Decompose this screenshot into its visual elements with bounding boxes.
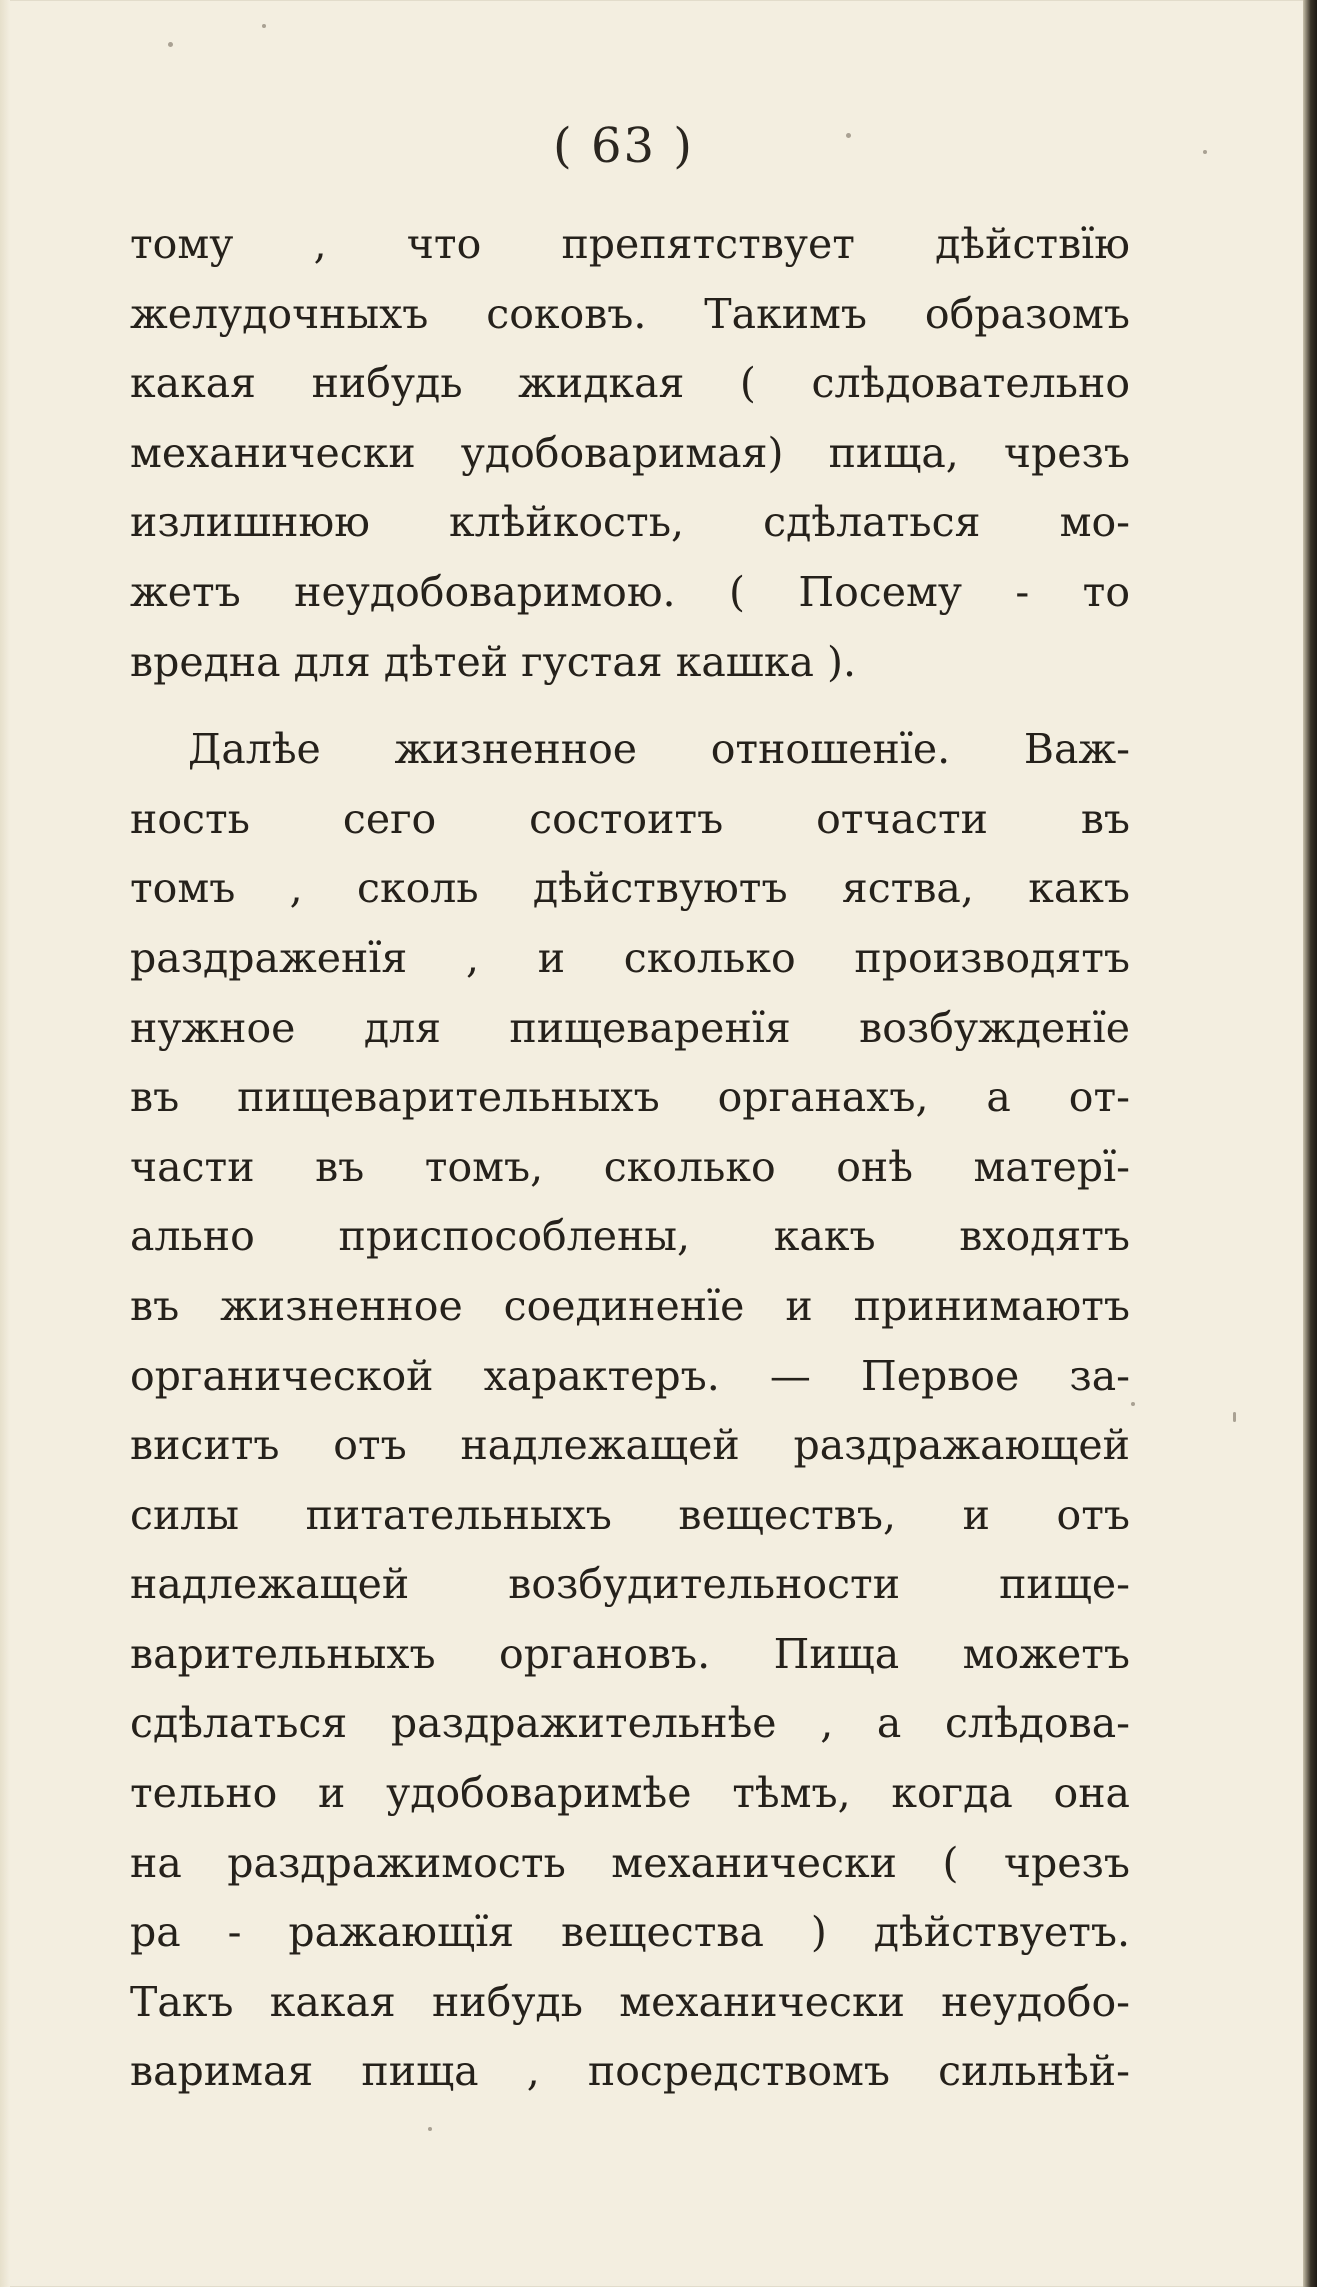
text-line: въ жизненное соединенїе и принимаютъ <box>130 1281 1130 1330</box>
text-line: ра - ражающїя вещества ) дѣйствуетъ. <box>130 1908 1130 1957</box>
text-line: ность сего состоитъ отчасти въ <box>130 794 1130 843</box>
text-line: жетъ неудобоваримою. ( Посему - то <box>130 567 1130 616</box>
book-binding-edge <box>1303 0 1317 2287</box>
page-number: ( 63 ) <box>552 118 695 174</box>
text-line: раздраженїя , и сколько производятъ <box>130 933 1130 982</box>
text-line: въ пищеварительныхъ органахъ, а от- <box>130 1073 1130 1122</box>
text-line: варительныхъ органовъ. Пища можетъ <box>130 1629 1130 1678</box>
text-line: нужное для пищеваренїя возбужденїе <box>130 1003 1130 1052</box>
text-line: на раздражимость механически ( чрезъ <box>130 1838 1130 1887</box>
text-line: тому , что препятствует дѣйствїю <box>130 220 1130 268</box>
text-line: силы питательныхъ веществъ, и отъ <box>130 1490 1130 1539</box>
text-line: Такъ какая нибудь механически неудобо- <box>130 1977 1130 2026</box>
text-line: надлежащей возбудительности пище- <box>130 1560 1130 1609</box>
text-line: варимая пища , посредствомъ сильнѣй- <box>130 2047 1130 2096</box>
text-line: ально приспособлены, какъ входятъ <box>130 1212 1130 1261</box>
paper-speck <box>168 42 173 47</box>
paper-speck <box>262 24 266 28</box>
text-line: сдѣлаться раздражительнѣе , а слѣдова- <box>130 1699 1130 1748</box>
page-left-edge <box>0 0 10 2287</box>
text-line: Далѣе жизненное отношенїе. Важ- <box>188 725 1130 774</box>
text-line: механически удобоваримая) пища, чрезъ <box>130 428 1130 477</box>
paper-speck <box>1131 1402 1135 1406</box>
paragraph-1 <box>130 210 1130 697</box>
text-line: томъ , сколь дѣйствуютъ яства, какъ <box>130 864 1130 913</box>
text-line: излишнюю клѣйкость, сдѣлаться мо- <box>130 498 1130 547</box>
paper-speck <box>1203 150 1207 154</box>
paper-speck <box>428 2127 432 2131</box>
text-line: тельно и удобоваримѣе тѣмъ, когда она <box>130 1769 1130 1818</box>
text-line: виситъ отъ надлежащей раздражающей <box>130 1421 1130 1470</box>
body-text <box>130 210 1130 2107</box>
text-line: части въ томъ, сколько онѣ матерї- <box>130 1142 1130 1191</box>
paragraph-gap <box>130 697 1130 715</box>
text-line: желудочныхъ соковъ. Такимъ образомъ <box>130 289 1130 338</box>
paper-speck <box>846 133 851 138</box>
text-line: какая нибудь жидкая ( слѣдовательно <box>130 359 1130 408</box>
text-line: органической характеръ. — Первое за- <box>130 1351 1130 1400</box>
text-line: вредна для дѣтей густая кашка ). <box>130 637 857 686</box>
paragraph-2 <box>130 715 1130 2107</box>
paper-speck <box>1233 1412 1236 1422</box>
